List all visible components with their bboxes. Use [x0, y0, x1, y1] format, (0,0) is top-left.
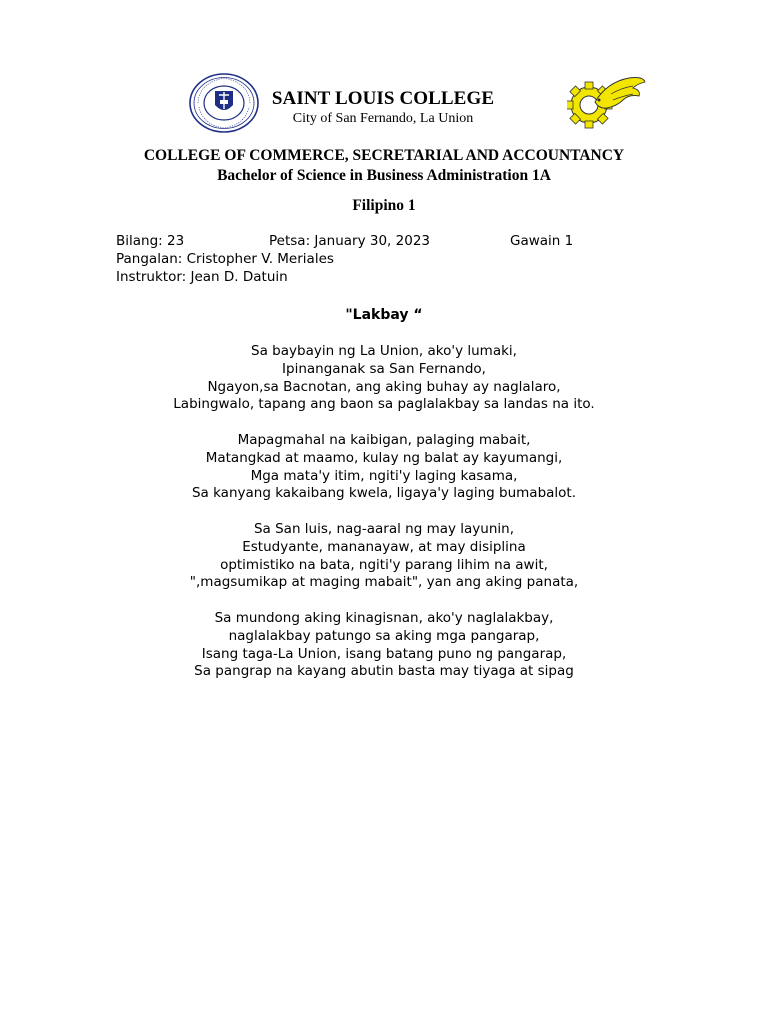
- college-heading: COLLEGE OF COMMERCE, SECRETARIAL AND ACCOUNTANCY: [143, 147, 625, 164]
- poem-line: Sa San luis, nag-aaral ng may layunin,: [253, 520, 515, 537]
- poem-stanza: [0, 343, 768, 414]
- school-name: SAINT LOUIS COLLEGE: [271, 88, 495, 109]
- bilang-field: Bilang: 23: [116, 233, 185, 249]
- poem-line: Sa pangrap na kayang abutin basta may tiyaga at sipag: [194, 663, 574, 680]
- poem-line: Matangkad at maamo, kulay ng balat ay kayumangi,: [205, 449, 563, 466]
- poem-stanza: [0, 610, 768, 681]
- college-seal-icon: [189, 73, 259, 133]
- poem-title: "Lakbay “: [345, 307, 423, 323]
- poem-line: Mapagmahal na kaibigan, palaging mabait,: [237, 431, 531, 448]
- poem-line: ",magsumikap at maging mabait", yan ang aking panata,: [189, 574, 579, 591]
- poem-line: optimistiko na bata, ngiti'y parang lihim na awit,: [220, 556, 548, 573]
- school-city: City of San Fernando, La Union: [292, 111, 474, 126]
- poem-line: Estudyante, mananayaw, at may disiplina: [242, 538, 526, 555]
- poem-line: Isang taga-La Union, isang batang puno ng pangarap,: [201, 645, 567, 662]
- poem-line: Sa kanyang kakaibang kwela, ligaya'y laging bumabalot.: [191, 485, 577, 502]
- poem-line: Mga mata'y itim, ngiti'y laging kasama,: [250, 467, 518, 484]
- program-heading: Bachelor of Science in Business Administration 1A: [217, 167, 551, 184]
- pangalan-field: Pangalan: Cristopher V. Meriales: [116, 251, 334, 267]
- poem-line: Ipinanganak sa San Fernando,: [282, 360, 486, 377]
- gear-eagle-logo-icon: [567, 72, 647, 132]
- petsa-field: Petsa: January 30, 2023: [269, 233, 430, 249]
- instruktor-field: Instruktor: Jean D. Datuin: [116, 269, 288, 285]
- poem-body: [0, 343, 768, 699]
- poem-line: naglalakbay patungo sa aking mga pangarap,: [228, 627, 540, 644]
- subject-heading: Filipino 1: [352, 197, 416, 214]
- gawain-field: Gawain 1: [510, 233, 574, 249]
- poem-line: Ngayon,sa Bacnotan, ang aking buhay ay naglalaro,: [207, 378, 561, 395]
- poem-stanza: [0, 521, 768, 592]
- poem-line: Sa mundong aking kinagisnan, ako'y naglalakbay,: [214, 609, 554, 626]
- poem-stanza: [0, 432, 768, 503]
- poem-line: Labingwalo, tapang ang baon sa paglalakbay sa landas na ito.: [173, 396, 595, 413]
- poem-line: Sa baybayin ng La Union, ako'y lumaki,: [251, 343, 517, 359]
